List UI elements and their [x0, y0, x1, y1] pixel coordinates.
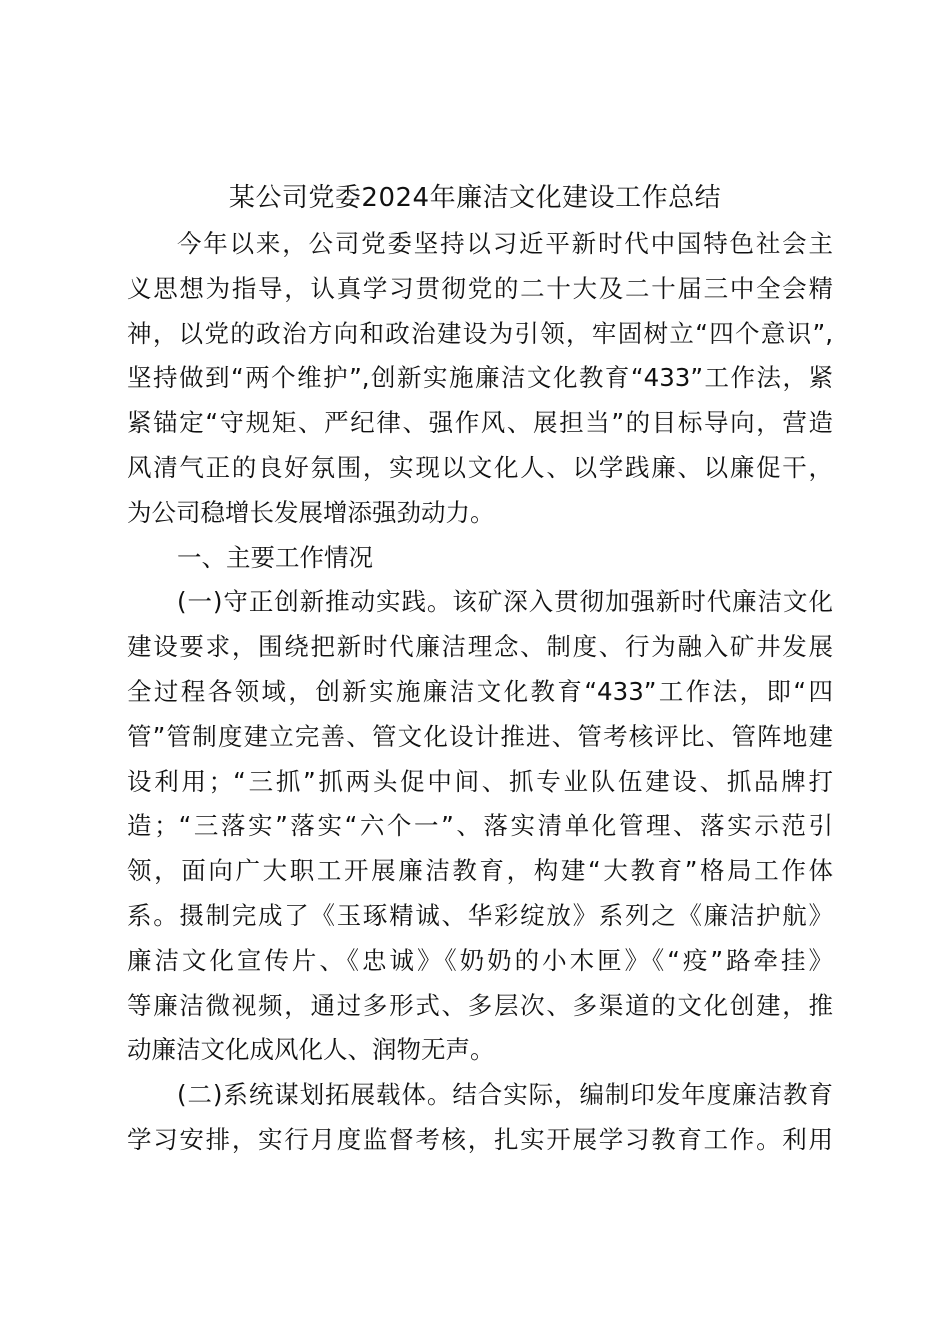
text-line: 建设要求，围绕把新时代廉洁理念、制度、行为融入矿井发展: [127, 632, 833, 662]
text-line: 为公司稳增长发展增添强劲动力。: [127, 497, 495, 527]
document-title: 某公司党委2024年廉洁文化建设工作总结: [228, 183, 722, 213]
text-line: 义思想为指导，认真学习贯彻党的二十大及二十届三中全会精: [127, 273, 833, 303]
text-line: 神，以党的政治方向和政治建设为引领，牢固树立“四个意识”,: [127, 318, 833, 348]
text-line: 廉洁文化宣传片、《忠诚》《奶奶的小木匣》《“疫”路牵挂》: [127, 945, 833, 975]
text-line: 动廉洁文化成风化人、润物无声。: [127, 1035, 495, 1065]
text-line: 设利用；“三抓”抓两头促中间、抓专业队伍建设、抓品牌打: [127, 766, 833, 796]
text-line: 等廉洁微视频，通过多形式、多层次、多渠道的文化创建，推: [127, 990, 833, 1020]
text-line: 一、主要工作情况: [177, 542, 373, 572]
text-line: (二)系统谋划拓展载体。结合实际，编制印发年度廉洁教育: [177, 1080, 833, 1110]
text-line: 管”管制度建立完善、管文化设计推进、管考核评比、管阵地建: [127, 721, 833, 751]
text-line: 系。摄制完成了《玉琢精诚、华彩绽放》系列之《廉洁护航》: [127, 900, 833, 930]
text-line: 学习安排，实行月度监督考核，扎实开展学习教育工作。利用: [127, 1124, 833, 1154]
text-line: 领，面向广大职工开展廉洁教育，构建“大教育”格局工作体: [127, 856, 833, 886]
text-line: 坚持做到“两个维护”,创新实施廉洁文化教育“433”工作法，紧: [127, 363, 833, 393]
text-line: 紧锚定“守规矩、严纪律、强作风、展担当”的目标导向，营造: [127, 408, 833, 438]
text-line: (一)守正创新推动实践。该矿深入贯彻加强新时代廉洁文化: [177, 587, 833, 617]
text-line: 全过程各领域，创新实施廉洁文化教育“433”工作法，即“四: [127, 676, 833, 706]
document-body: [127, 222, 833, 1163]
text-line: 今年以来，公司党委坚持以习近平新时代中国特色社会主: [177, 229, 833, 258]
text-line: 风清气正的良好氛围，实现以文化人、以学践廉、以廉促干，: [127, 452, 833, 482]
text-line: 造；“三落实”落实“六个一”、落实清单化管理、落实示范引: [127, 811, 833, 841]
